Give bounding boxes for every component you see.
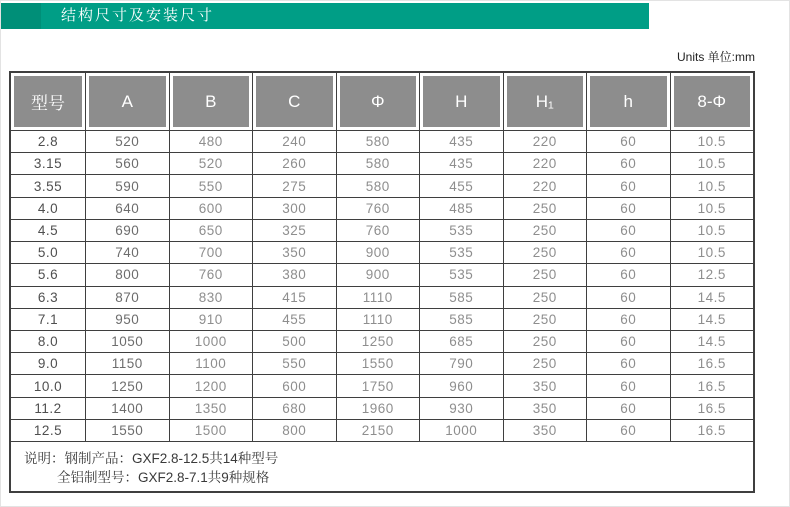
table-cell: 480 xyxy=(169,131,253,152)
table-row xyxy=(11,263,753,285)
table-cell: 870 xyxy=(85,287,169,308)
table-cell: 350 xyxy=(252,242,336,263)
table-cell: 350 xyxy=(503,398,587,419)
table-cell: 535 xyxy=(419,220,503,241)
table-cell: 60 xyxy=(586,287,670,308)
table-cell: 590 xyxy=(85,175,169,196)
column-header-label: h xyxy=(590,76,667,127)
table-cell: 1050 xyxy=(85,331,169,352)
table-cell: 250 xyxy=(503,264,587,285)
table-cell: 2.8 xyxy=(37,134,59,150)
table-cell: 4.0 xyxy=(37,200,59,216)
table-cell: 240 xyxy=(252,131,336,152)
table-cell: 60 xyxy=(586,420,670,441)
table-cell: 1100 xyxy=(169,353,253,374)
section-banner xyxy=(1,3,649,29)
table-cell: 560 xyxy=(85,153,169,174)
table-cell: 1750 xyxy=(336,375,420,396)
table-cell: 60 xyxy=(586,242,670,263)
table-cell: 60 xyxy=(586,375,670,396)
table-cell: 8.0 xyxy=(37,334,59,350)
table-cell: 10.5 xyxy=(670,242,754,263)
column-header-label: A xyxy=(89,76,166,127)
table-cell: 325 xyxy=(252,220,336,241)
table-cell: 550 xyxy=(169,175,253,196)
table-cell: 550 xyxy=(252,353,336,374)
table-cell: 12.5 xyxy=(33,422,63,438)
table-cell: 455 xyxy=(252,309,336,330)
table-cell: 535 xyxy=(419,264,503,285)
table-cell: 585 xyxy=(419,287,503,308)
table-cell: 585 xyxy=(419,309,503,330)
table-cell: 10.5 xyxy=(670,153,754,174)
table-cell: 485 xyxy=(419,198,503,219)
table-cell: 10.5 xyxy=(670,175,754,196)
table-cell: 11.2 xyxy=(34,400,62,416)
column-header xyxy=(11,73,85,130)
table-cell: 1500 xyxy=(169,420,253,441)
column-header xyxy=(586,73,670,130)
table-row xyxy=(11,197,753,219)
column-header xyxy=(503,73,587,130)
table-cell: 220 xyxy=(503,153,587,174)
table-cell: 2150 xyxy=(336,420,420,441)
column-header-label: 8-Φ xyxy=(674,76,751,127)
table-row xyxy=(11,174,753,196)
table-cell: 650 xyxy=(169,220,253,241)
table-cell: 535 xyxy=(419,242,503,263)
table-cell: 760 xyxy=(336,198,420,219)
column-header-label: Φ xyxy=(340,76,417,127)
table-cell: 1110 xyxy=(336,309,420,330)
table-cell: 930 xyxy=(419,398,503,419)
table-cell: 250 xyxy=(503,309,587,330)
table-cell: 5.0 xyxy=(37,245,59,261)
table-cell: 1400 xyxy=(85,398,169,419)
table-cell: 10.5 xyxy=(670,220,754,241)
table-cell: 16.5 xyxy=(670,398,754,419)
table-cell: 250 xyxy=(503,198,587,219)
column-header xyxy=(169,73,253,130)
table-cell: 14.5 xyxy=(670,309,754,330)
table-cell: 250 xyxy=(503,287,587,308)
table-cell: 500 xyxy=(252,331,336,352)
table-cell: 275 xyxy=(252,175,336,196)
column-header-label: H xyxy=(423,76,500,127)
note-text-aluminum: 全铝制型号：GXF2.8-7.1共9种规格 xyxy=(57,470,270,485)
table-cell: 1550 xyxy=(336,353,420,374)
table-cell: 1110 xyxy=(336,287,420,308)
table-cell: 830 xyxy=(169,287,253,308)
table-cell: 60 xyxy=(586,131,670,152)
column-header xyxy=(670,73,754,130)
table-cell: 9.0 xyxy=(37,356,59,372)
column-header-label: H₁ xyxy=(507,76,584,127)
table-cell: 16.5 xyxy=(670,420,754,441)
table-cell: 10.0 xyxy=(33,378,63,394)
note-line-1 xyxy=(24,449,753,468)
table-cell: 3.55 xyxy=(33,178,63,194)
column-header xyxy=(252,73,336,130)
table-cell: 690 xyxy=(85,220,169,241)
table-cell: 600 xyxy=(252,375,336,396)
table-cell: 1150 xyxy=(85,353,169,374)
table-cell: 300 xyxy=(252,198,336,219)
table-cell: 580 xyxy=(336,153,420,174)
table-cell: 415 xyxy=(252,287,336,308)
table-cell: 1250 xyxy=(85,375,169,396)
table-row xyxy=(11,330,753,352)
table-cell: 740 xyxy=(85,242,169,263)
table-cell: 380 xyxy=(252,264,336,285)
table-cell: 14.5 xyxy=(670,287,754,308)
banner-accent-block xyxy=(1,3,41,29)
table-body xyxy=(11,130,753,441)
table-cell: 60 xyxy=(586,353,670,374)
units-label: Units 单位:mm xyxy=(676,50,755,64)
column-header-label: 型号 xyxy=(14,76,82,127)
table-cell: 1000 xyxy=(169,331,253,352)
table-cell: 520 xyxy=(85,131,169,152)
table-cell: 680 xyxy=(252,398,336,419)
table-cell: 435 xyxy=(419,153,503,174)
table-cell: 250 xyxy=(503,242,587,263)
table-row xyxy=(11,152,753,174)
table-cell: 580 xyxy=(336,175,420,196)
column-header xyxy=(419,73,503,130)
table-cell: 1550 xyxy=(85,420,169,441)
table-cell: 60 xyxy=(586,198,670,219)
table-row xyxy=(11,419,753,441)
table-cell: 520 xyxy=(169,153,253,174)
table-cell: 600 xyxy=(169,198,253,219)
table-note xyxy=(11,441,753,491)
table-cell: 60 xyxy=(586,153,670,174)
column-header xyxy=(85,73,169,130)
dimensions-table xyxy=(9,71,755,493)
table-cell: 220 xyxy=(503,175,587,196)
table-cell: 60 xyxy=(586,264,670,285)
table-cell: 1200 xyxy=(169,375,253,396)
table-cell: 60 xyxy=(586,220,670,241)
table-cell: 900 xyxy=(336,264,420,285)
table-cell: 1350 xyxy=(169,398,253,419)
table-cell: 910 xyxy=(169,309,253,330)
table-cell: 950 xyxy=(85,309,169,330)
table-cell: 3.15 xyxy=(33,156,63,172)
table-row xyxy=(11,286,753,308)
table-cell: 760 xyxy=(336,220,420,241)
table-cell: 10.5 xyxy=(670,131,754,152)
note-label: 说明： xyxy=(24,451,65,466)
table-cell: 16.5 xyxy=(670,375,754,396)
table-cell: 960 xyxy=(419,375,503,396)
table-cell: 10.5 xyxy=(670,198,754,219)
section-title: 结构尺寸及安装尺寸 xyxy=(61,7,215,24)
table-cell: 580 xyxy=(336,131,420,152)
table-row xyxy=(11,397,753,419)
table-cell: 260 xyxy=(252,153,336,174)
table-cell: 700 xyxy=(169,242,253,263)
column-header xyxy=(336,73,420,130)
table-cell: 900 xyxy=(336,242,420,263)
table-cell: 1000 xyxy=(419,420,503,441)
column-header-label: B xyxy=(173,76,250,127)
table-row xyxy=(11,308,753,330)
table-cell: 4.5 xyxy=(37,222,59,238)
table-cell: 14.5 xyxy=(670,331,754,352)
table-cell: 60 xyxy=(586,331,670,352)
table-cell: 5.6 xyxy=(37,267,59,283)
table-cell: 250 xyxy=(503,331,587,352)
table-cell: 800 xyxy=(85,264,169,285)
table-cell: 350 xyxy=(503,420,587,441)
table-cell: 350 xyxy=(503,375,587,396)
table-cell: 60 xyxy=(586,175,670,196)
table-cell: 250 xyxy=(503,353,587,374)
table-header-row xyxy=(11,73,753,130)
table-cell: 800 xyxy=(252,420,336,441)
table-cell: 12.5 xyxy=(670,264,754,285)
table-cell: 6.3 xyxy=(37,289,59,305)
table-cell: 640 xyxy=(85,198,169,219)
column-header-label: C xyxy=(256,76,333,127)
table-cell: 16.5 xyxy=(670,353,754,374)
table-cell: 1960 xyxy=(336,398,420,419)
table-cell: 7.1 xyxy=(37,311,59,327)
table-cell: 60 xyxy=(586,398,670,419)
table-cell: 455 xyxy=(419,175,503,196)
table-cell: 790 xyxy=(419,353,503,374)
table-cell: 435 xyxy=(419,131,503,152)
table-row xyxy=(11,130,753,152)
table-cell: 685 xyxy=(419,331,503,352)
table-cell: 1250 xyxy=(336,331,420,352)
table-cell: 60 xyxy=(586,309,670,330)
table-cell: 760 xyxy=(169,264,253,285)
table-row xyxy=(11,374,753,396)
note-text-steel: 钢制产品：GXF2.8-12.5共14种型号 xyxy=(64,451,279,466)
table-row xyxy=(11,241,753,263)
table-cell: 220 xyxy=(503,131,587,152)
table-row xyxy=(11,352,753,374)
table-row xyxy=(11,219,753,241)
table-cell: 250 xyxy=(503,220,587,241)
